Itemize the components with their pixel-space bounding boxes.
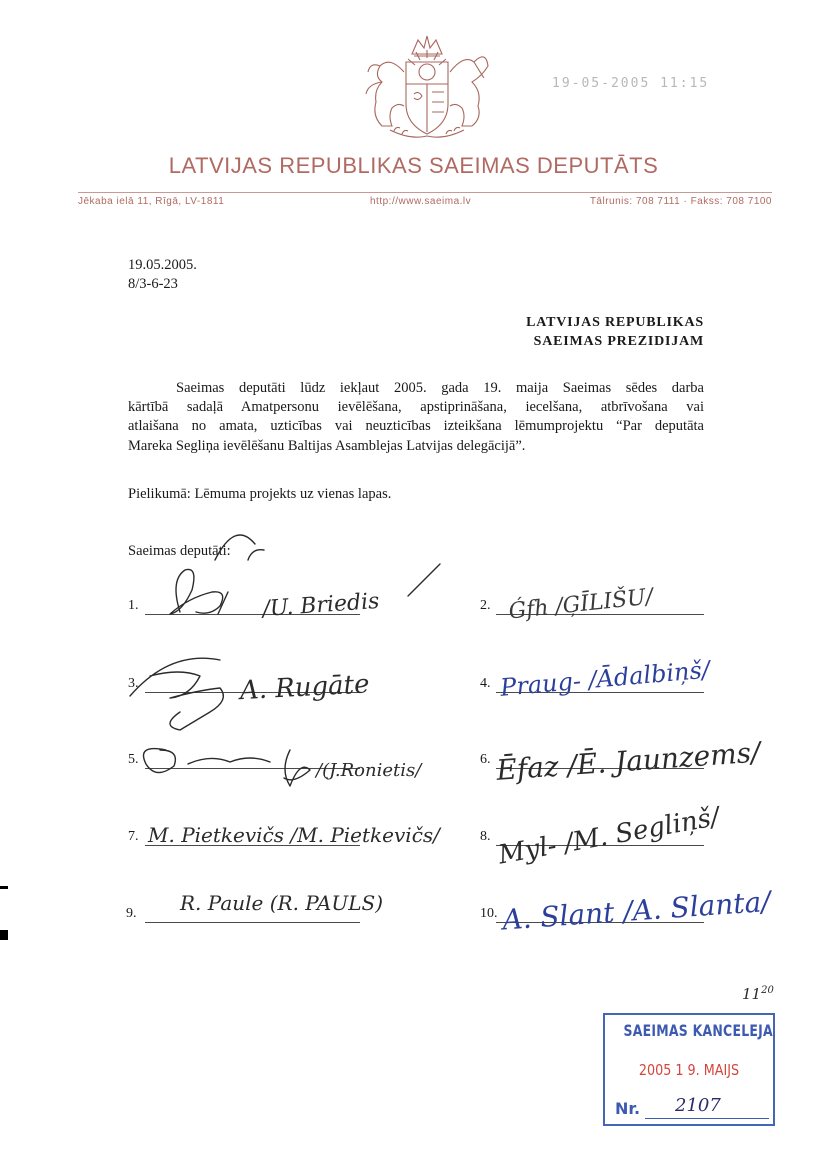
letterhead-phone-fax: Tālrunis: 708 7111 · Fakss: 708 7100 [589,196,772,207]
svg-text:R. Paule (R. PAULS): R. Paule (R. PAULS) [180,891,384,915]
letterhead-divider [78,192,772,193]
signature-number: 1. [128,598,139,613]
stamp-number-line [645,1118,769,1119]
paragraph-line: Saeimas deputāti lūdz iekļaut 2005. gada 19. maija Saeimas sēdes darba [176,380,704,396]
document-date: 19.05.2005. [128,257,197,273]
signature-number: 5. [128,752,139,767]
paragraph-line: Mareka Segliņa ievēlēšanu Baltijas Asamblejas Latvijas delegācijā”. [128,437,526,454]
attachment-note: Pielikumā: Lēmuma projekts uz vienas lapas. [128,486,392,502]
svg-text:/U. Briedis: /U. Briedis [261,588,381,623]
fax-timestamp: 19-05-2005 11:15 [552,76,710,91]
addressee-line-2: SAEIMAS PREZIDIJAM [533,334,704,349]
coat-of-arms-emblem [360,32,494,142]
signature-number: 10. [480,906,498,921]
letterhead-title: LATVIJAS REPUBLIKAS SAEIMAS DEPUTĀTS [168,153,659,178]
svg-text:/(J.Ronietis/: /(J.Ronietis/ [316,760,422,781]
letterhead-website: http://www.saeima.lv [370,196,472,207]
signature-5 [144,749,311,786]
handwritten-signatures-right [490,560,780,940]
signature-number: 4. [480,676,491,691]
registration-stamp [603,1013,775,1126]
signature-number: 3. [128,676,139,691]
svg-text:M. Pietkevičs /M. Pietkevičs/: M. Pietkevičs /M. Pietkevičs/ [148,823,440,847]
signature-1 [170,569,228,614]
signature-number: 7. [128,829,139,844]
signature-number: 9. [126,906,137,921]
signature-number: 6. [480,752,491,767]
addressee-line-1: LATVIJAS REPUBLIKAS [526,315,704,330]
svg-text:A. Rugāte: A. Rugāte [239,669,371,707]
handwritten-signatures-left [140,500,460,940]
letterhead-address: Jēkaba ielā 11, Rīgā, LV-1811 [78,196,225,207]
stamp-number-value: 2107 [675,1095,721,1116]
svg-text:Praug- /Ādalbiņš/: Praug- /Ādalbiņš/ [499,655,711,702]
signature-number: 8. [480,829,491,844]
paragraph-line: atlaišana no amata, uzticības vai neuzticības izteikšana lēmumprojektu “Par deputāta [128,418,704,435]
page-number-handwritten [742,985,774,1003]
paragraph-line: kārtībā sadaļā Amatpersonu ievēlēšana, apstiprināšana, iecelšana, atbrīvošana vai [128,399,704,416]
scan-edge-mark [0,930,8,940]
page-number: 11 [742,985,762,1003]
scan-edge-mark [0,886,8,889]
signature-number: 2. [480,598,491,613]
request-paragraph [128,379,704,456]
svg-text:Ǵfh /ĢĪLIŠU/: Ǵfh /ĢĪLIŠU/ [507,584,655,625]
stamp-number-label: Nr. [615,1099,641,1118]
svg-text:Ēfaz /Ē. Jaunzems/: Ēfaz /Ē. Jaunzems/ [495,735,762,787]
document-reference-number: 8/3-6-23 [128,276,178,292]
stamp-title: SAEIMAS KANCELEJA [623,1021,773,1040]
signers-label: Saeimas deputāti: [128,543,231,559]
svg-text:Myl- /M. Segliņš/: Myl- /M. Segliņš/ [496,802,722,871]
signature-3 [130,658,223,730]
page-number-sup: 20 [761,985,774,996]
stamp-date: 2005 1 9. MAIJS [638,1061,740,1079]
svg-text:A. Slant /A. Slanta/: A. Slant /A. Slanta/ [501,884,772,937]
